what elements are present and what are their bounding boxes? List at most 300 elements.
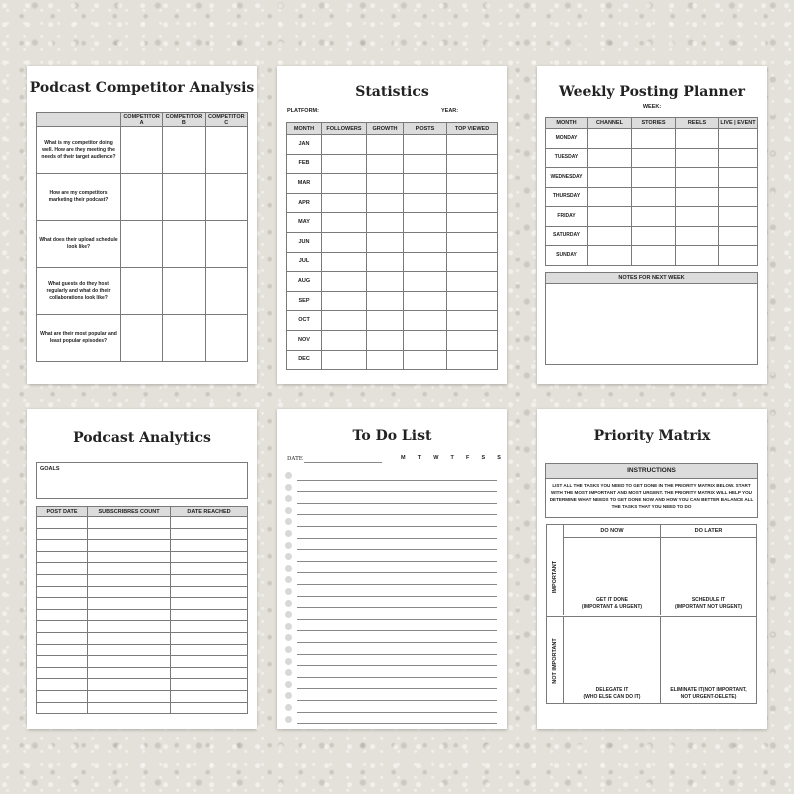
table-cell[interactable]	[163, 174, 205, 221]
table-cell[interactable]	[404, 193, 447, 213]
checkbox-circle-icon[interactable]	[285, 530, 292, 537]
table-row	[287, 350, 498, 370]
table-cell[interactable]	[404, 154, 447, 174]
table-cell[interactable]	[588, 168, 632, 188]
column-header: MONTH	[546, 118, 588, 129]
month-label: JUN	[287, 232, 322, 252]
table-cell[interactable]	[367, 350, 404, 370]
checkbox-circle-icon[interactable]	[285, 472, 292, 479]
priority-matrix-page	[537, 409, 767, 729]
todo-item[interactable]	[285, 689, 497, 701]
table-row	[546, 226, 758, 246]
table-cell[interactable]	[171, 644, 248, 656]
page-title: To Do List	[352, 428, 432, 444]
platform-label: PLATFORM:	[287, 108, 319, 114]
table-cell[interactable]	[37, 702, 88, 714]
quadrant-do-now-not-important[interactable]	[563, 616, 660, 704]
table-row	[546, 187, 758, 207]
table-cell[interactable]	[676, 246, 719, 266]
table-cell[interactable]	[37, 690, 88, 702]
table-cell[interactable]	[632, 148, 676, 168]
table-cell[interactable]	[719, 246, 758, 266]
table-row	[37, 551, 248, 563]
weekday-label[interactable]: T	[450, 455, 454, 461]
checkbox-circle-icon[interactable]	[285, 669, 292, 676]
checkbox-circle-icon[interactable]	[285, 681, 292, 688]
year-label: YEAR:	[441, 108, 459, 114]
checkbox-circle-icon[interactable]	[285, 484, 292, 491]
table-row	[37, 574, 248, 586]
table-cell[interactable]	[447, 272, 498, 292]
row-question: What does their upload schedule look like?	[37, 221, 121, 268]
day-label: THURSDAY	[546, 187, 588, 207]
checkbox-circle-icon[interactable]	[285, 716, 292, 723]
checkbox-circle-icon[interactable]	[285, 553, 292, 560]
matrix-grid	[546, 524, 757, 704]
table-cell[interactable]	[37, 551, 88, 563]
weekday-labels	[401, 455, 501, 461]
table-cell[interactable]	[37, 621, 88, 633]
notes-label: NOTES FOR NEXT WEEK	[546, 273, 757, 284]
todo-item[interactable]	[285, 585, 497, 597]
table-cell[interactable]	[88, 574, 171, 586]
table-cell[interactable]	[632, 207, 676, 227]
table-cell[interactable]	[171, 540, 248, 552]
table-cell[interactable]	[322, 330, 367, 350]
table-cell[interactable]	[205, 268, 247, 315]
table-cell[interactable]	[676, 168, 719, 188]
table-cell[interactable]	[367, 193, 404, 213]
date-line[interactable]	[304, 462, 382, 463]
column-header: DATE REACHED	[171, 507, 248, 517]
todo-item[interactable]	[285, 481, 497, 493]
checkbox-circle-icon[interactable]	[285, 576, 292, 583]
todo-item[interactable]	[285, 608, 497, 620]
table-row	[37, 528, 248, 540]
page-title: Priority Matrix	[593, 428, 711, 444]
table-cell[interactable]	[447, 291, 498, 311]
table-cell[interactable]	[588, 148, 632, 168]
table-row	[37, 644, 248, 656]
table-row	[37, 656, 248, 668]
table-cell[interactable]	[447, 330, 498, 350]
table-cell[interactable]	[171, 632, 248, 644]
todo-page	[277, 409, 507, 729]
table-row	[287, 252, 498, 272]
table-cell[interactable]	[163, 268, 205, 315]
table-cell[interactable]	[171, 690, 248, 702]
table-row	[287, 232, 498, 252]
table-cell[interactable]	[447, 135, 498, 155]
table-row	[37, 315, 248, 362]
table-cell[interactable]	[37, 517, 88, 529]
page-title: Podcast Analytics	[73, 430, 211, 446]
table-cell[interactable]	[719, 226, 758, 246]
table-cell[interactable]	[205, 174, 247, 221]
column-header: STORIES	[632, 118, 676, 129]
checkbox-circle-icon[interactable]	[285, 634, 292, 641]
table-cell[interactable]	[37, 563, 88, 575]
table-cell[interactable]	[404, 252, 447, 272]
table-cell[interactable]	[88, 551, 171, 563]
checkbox-circle-icon[interactable]	[285, 623, 292, 630]
table-row	[546, 129, 758, 149]
table-cell[interactable]	[88, 517, 171, 529]
table-cell[interactable]	[719, 168, 758, 188]
table-cell[interactable]	[447, 213, 498, 233]
analytics-table	[36, 506, 248, 714]
table-cell[interactable]	[588, 226, 632, 246]
todo-item[interactable]	[285, 713, 497, 725]
weekly-table	[545, 117, 758, 266]
table-cell[interactable]	[404, 213, 447, 233]
table-cell[interactable]	[447, 311, 498, 331]
quadrant-subtitle: (IMPORTANT & URGENT)	[581, 603, 643, 610]
table-cell[interactable]	[447, 252, 498, 272]
quadrant-subtitle: (WHO ELSE CAN DO IT)	[583, 693, 641, 700]
table-cell[interactable]	[163, 315, 205, 362]
table-cell[interactable]	[719, 187, 758, 207]
table-row	[37, 127, 248, 174]
table-cell[interactable]	[632, 129, 676, 149]
table-cell[interactable]	[632, 226, 676, 246]
todo-item[interactable]	[285, 631, 497, 643]
day-label: FRIDAY	[546, 207, 588, 227]
todo-item[interactable]	[285, 492, 497, 504]
table-cell[interactable]	[676, 207, 719, 227]
column-header: REELS	[676, 118, 719, 129]
table-row	[546, 207, 758, 227]
table-cell[interactable]	[171, 586, 248, 598]
notes-box[interactable]	[545, 272, 758, 365]
table-cell[interactable]	[88, 690, 171, 702]
table-cell[interactable]	[121, 127, 163, 174]
todo-item[interactable]	[285, 527, 497, 539]
table-cell[interactable]	[322, 272, 367, 292]
table-cell[interactable]	[447, 174, 498, 194]
important-label-cell	[547, 538, 563, 615]
row-question: What is my competitor doing well. How are they meeting the needs of their target audience?	[37, 127, 121, 174]
month-label: DEC	[287, 350, 322, 370]
row-question: What guests do they host regularly and what do their collaborations look like?	[37, 268, 121, 315]
table-cell[interactable]	[37, 586, 88, 598]
table-row	[287, 272, 498, 292]
table-cell[interactable]	[88, 656, 171, 668]
day-label: MONDAY	[546, 129, 588, 149]
not-important-label: NOT IMPORTANT	[552, 637, 558, 684]
page-title: Podcast Competitor Analysis	[29, 80, 255, 96]
column-header: GROWTH	[367, 123, 404, 135]
table-cell[interactable]	[88, 679, 171, 691]
table-cell[interactable]	[588, 246, 632, 266]
table-cell[interactable]	[88, 598, 171, 610]
todo-item[interactable]	[285, 666, 497, 678]
table-cell[interactable]	[171, 621, 248, 633]
table-cell[interactable]	[676, 148, 719, 168]
day-label: TUESDAY	[546, 148, 588, 168]
table-cell[interactable]	[322, 350, 367, 370]
table-cell[interactable]	[588, 187, 632, 207]
table-row	[37, 679, 248, 691]
table-cell[interactable]	[322, 154, 367, 174]
table-cell[interactable]	[121, 221, 163, 268]
table-cell[interactable]	[322, 311, 367, 331]
table-cell[interactable]	[367, 291, 404, 311]
table-cell[interactable]	[121, 174, 163, 221]
column-header: SUBSCRIBRES COUNT	[88, 507, 171, 517]
todo-item[interactable]	[285, 550, 497, 562]
table-cell[interactable]	[719, 129, 758, 149]
table-cell[interactable]	[88, 540, 171, 552]
todo-item[interactable]	[285, 515, 497, 527]
do-later-header: DO LATER	[660, 525, 756, 538]
table-cell[interactable]	[588, 129, 632, 149]
column-header: CHANNEL	[588, 118, 632, 129]
table-cell[interactable]	[588, 207, 632, 227]
table-cell[interactable]	[404, 232, 447, 252]
instructions-box	[545, 463, 758, 518]
month-label: MAR	[287, 174, 322, 194]
table-cell[interactable]	[88, 621, 171, 633]
table-cell[interactable]	[121, 315, 163, 362]
table-cell[interactable]	[37, 656, 88, 668]
weekly-planner-page	[537, 66, 767, 384]
month-label: JAN	[287, 135, 322, 155]
month-label: FEB	[287, 154, 322, 174]
table-row	[37, 563, 248, 575]
table-cell[interactable]	[404, 291, 447, 311]
table-cell[interactable]	[171, 609, 248, 621]
table-cell[interactable]	[163, 127, 205, 174]
table-cell[interactable]	[88, 644, 171, 656]
statistics-page	[277, 66, 507, 384]
table-cell[interactable]	[37, 574, 88, 586]
table-cell[interactable]	[676, 226, 719, 246]
month-label: OCT	[287, 311, 322, 331]
weekday-label[interactable]: S	[497, 455, 501, 461]
quadrant-do-later-not-important[interactable]	[660, 616, 756, 704]
table-cell[interactable]	[37, 679, 88, 691]
todo-item[interactable]	[285, 469, 497, 481]
table-row	[37, 174, 248, 221]
column-header: POSTS	[404, 123, 447, 135]
date-label: DATE	[287, 456, 303, 462]
checkbox-circle-icon[interactable]	[285, 588, 292, 595]
table-row	[37, 517, 248, 529]
table-cell[interactable]	[171, 574, 248, 586]
checkbox-circle-icon[interactable]	[285, 611, 292, 618]
competitor-analysis-page	[27, 66, 257, 384]
table-row	[287, 291, 498, 311]
quadrant-do-now-important[interactable]	[563, 538, 660, 615]
table-cell[interactable]	[171, 517, 248, 529]
table-cell[interactable]	[88, 586, 171, 598]
month-label: JUL	[287, 252, 322, 272]
instructions-text: LIST ALL THE TASKS YOU NEED TO GET DONE IN THE PRIORITY MATRIX BELOW. START WITH THE MOST IMPORTANT AND MOST URGENT. THE PRIORITY MATRIX WILL HELP YOU DETERMINE WHAT NEEDS TO GET DONE NOW AND HOW YOU CAN BETTER BALANCE ALL THE TASKS THAT YOU NEED TO DO	[549, 483, 754, 509]
row-question: What are their most popular and least popular episodes?	[37, 315, 121, 362]
table-cell[interactable]	[367, 272, 404, 292]
table-cell[interactable]	[367, 154, 404, 174]
todo-item[interactable]	[285, 620, 497, 632]
table-cell[interactable]	[88, 528, 171, 540]
table-cell[interactable]	[121, 268, 163, 315]
table-cell[interactable]	[37, 609, 88, 621]
table-row	[287, 330, 498, 350]
table-row	[37, 598, 248, 610]
table-cell[interactable]	[171, 667, 248, 679]
table-row	[37, 268, 248, 315]
todo-line[interactable]	[297, 723, 497, 724]
table-cell[interactable]	[171, 563, 248, 575]
table-row	[37, 540, 248, 552]
checkbox-circle-icon[interactable]	[285, 658, 292, 665]
weekday-label[interactable]: S	[481, 455, 486, 461]
todo-item[interactable]	[285, 678, 497, 690]
column-header: COMPETITOR A	[121, 113, 163, 127]
table-row	[287, 174, 498, 194]
row-question: How are my competitors marketing their podcast?	[37, 174, 121, 221]
important-label: IMPORTANT	[552, 560, 558, 593]
quadrant-title: SCHEDULE IT	[691, 597, 726, 603]
table-cell[interactable]	[367, 311, 404, 331]
table-cell[interactable]	[447, 350, 498, 370]
todo-item[interactable]	[285, 504, 497, 516]
table-cell[interactable]	[632, 168, 676, 188]
table-cell[interactable]	[404, 311, 447, 331]
table-cell[interactable]	[322, 193, 367, 213]
page-title: Statistics	[355, 84, 429, 100]
table-row	[546, 168, 758, 188]
table-cell[interactable]	[171, 679, 248, 691]
table-row	[546, 148, 758, 168]
table-cell[interactable]	[88, 702, 171, 714]
table-row	[37, 609, 248, 621]
table-cell[interactable]	[171, 702, 248, 714]
table-cell[interactable]	[171, 656, 248, 668]
table-cell[interactable]	[719, 148, 758, 168]
todo-item[interactable]	[285, 539, 497, 551]
column-header: COMPETITOR B	[163, 113, 205, 127]
statistics-table	[286, 122, 498, 370]
quadrant-subtitle: NOT URGENT-DELETE)	[680, 693, 737, 700]
column-header: MONTH	[287, 123, 322, 135]
table-row	[37, 632, 248, 644]
table-cell[interactable]	[367, 252, 404, 272]
table-cell[interactable]	[37, 528, 88, 540]
table-cell[interactable]	[322, 291, 367, 311]
todo-item[interactable]	[285, 573, 497, 585]
table-cell[interactable]	[163, 221, 205, 268]
table-cell[interactable]	[88, 609, 171, 621]
table-cell[interactable]	[37, 540, 88, 552]
todo-item[interactable]	[285, 655, 497, 667]
month-label: AUG	[287, 272, 322, 292]
table-cell[interactable]	[367, 213, 404, 233]
table-cell[interactable]	[632, 246, 676, 266]
table-cell[interactable]	[404, 272, 447, 292]
table-cell[interactable]	[367, 174, 404, 194]
checkbox-circle-icon[interactable]	[285, 704, 292, 711]
goals-box[interactable]	[36, 462, 248, 499]
table-cell[interactable]	[37, 644, 88, 656]
table-cell[interactable]	[719, 207, 758, 227]
quadrant-subtitle: (IMPORTANT NOT URGENT)	[674, 603, 743, 610]
day-label: SUNDAY	[546, 246, 588, 266]
table-cell[interactable]	[447, 232, 498, 252]
table-cell[interactable]	[322, 252, 367, 272]
checkbox-circle-icon[interactable]	[285, 518, 292, 525]
do-now-header: DO NOW	[563, 525, 660, 538]
table-cell[interactable]	[88, 632, 171, 644]
month-label: NOV	[287, 330, 322, 350]
table-cell[interactable]	[322, 174, 367, 194]
table-cell[interactable]	[447, 154, 498, 174]
todo-item[interactable]	[285, 597, 497, 609]
page-title: Weekly Posting Planner	[559, 84, 745, 100]
column-header: FOLLOWERS	[322, 123, 367, 135]
table-cell[interactable]	[171, 528, 248, 540]
quadrant-title: GET IT DONE	[596, 597, 628, 603]
todo-item[interactable]	[285, 562, 497, 574]
table-cell[interactable]	[37, 598, 88, 610]
checkbox-circle-icon[interactable]	[285, 646, 292, 653]
table-cell[interactable]	[205, 315, 247, 362]
table-cell[interactable]	[88, 563, 171, 575]
analytics-page	[27, 409, 257, 729]
table-cell[interactable]	[367, 232, 404, 252]
table-cell[interactable]	[367, 135, 404, 155]
table-cell[interactable]	[171, 551, 248, 563]
table-cell[interactable]	[205, 127, 247, 174]
quadrant-title: ELIMINATE IT(NOT IMPORTANT,	[670, 687, 747, 693]
todo-item[interactable]	[285, 643, 497, 655]
column-header: POST DATE	[37, 507, 88, 517]
table-cell[interactable]	[676, 129, 719, 149]
checkbox-circle-icon[interactable]	[285, 507, 292, 514]
table-cell[interactable]	[447, 193, 498, 213]
weekday-label[interactable]: M	[401, 455, 406, 461]
table-cell[interactable]	[37, 632, 88, 644]
table-cell[interactable]	[322, 232, 367, 252]
table-cell[interactable]	[404, 350, 447, 370]
table-cell[interactable]	[322, 135, 367, 155]
column-header: COMPETITOR C	[205, 113, 247, 127]
table-cell[interactable]	[404, 135, 447, 155]
table-cell[interactable]	[171, 598, 248, 610]
table-cell[interactable]	[88, 667, 171, 679]
table-cell[interactable]	[37, 667, 88, 679]
table-row	[287, 193, 498, 213]
checkbox-circle-icon[interactable]	[285, 565, 292, 572]
table-cell[interactable]	[322, 213, 367, 233]
table-cell[interactable]	[404, 174, 447, 194]
weekday-label[interactable]: T	[417, 455, 422, 461]
table-cell[interactable]	[205, 221, 247, 268]
weekday-label[interactable]: W	[433, 455, 439, 461]
weekday-label[interactable]: F	[465, 455, 470, 461]
checkbox-circle-icon[interactable]	[285, 495, 292, 502]
table-cell[interactable]	[404, 330, 447, 350]
table-cell[interactable]	[676, 187, 719, 207]
checkbox-circle-icon[interactable]	[285, 600, 292, 607]
todo-item[interactable]	[285, 701, 497, 713]
table-cell[interactable]	[367, 330, 404, 350]
month-label: APR	[287, 193, 322, 213]
quadrant-do-later-important[interactable]	[660, 538, 756, 615]
checkbox-circle-icon[interactable]	[285, 542, 292, 549]
table-cell[interactable]	[632, 187, 676, 207]
checkbox-circle-icon[interactable]	[285, 692, 292, 699]
